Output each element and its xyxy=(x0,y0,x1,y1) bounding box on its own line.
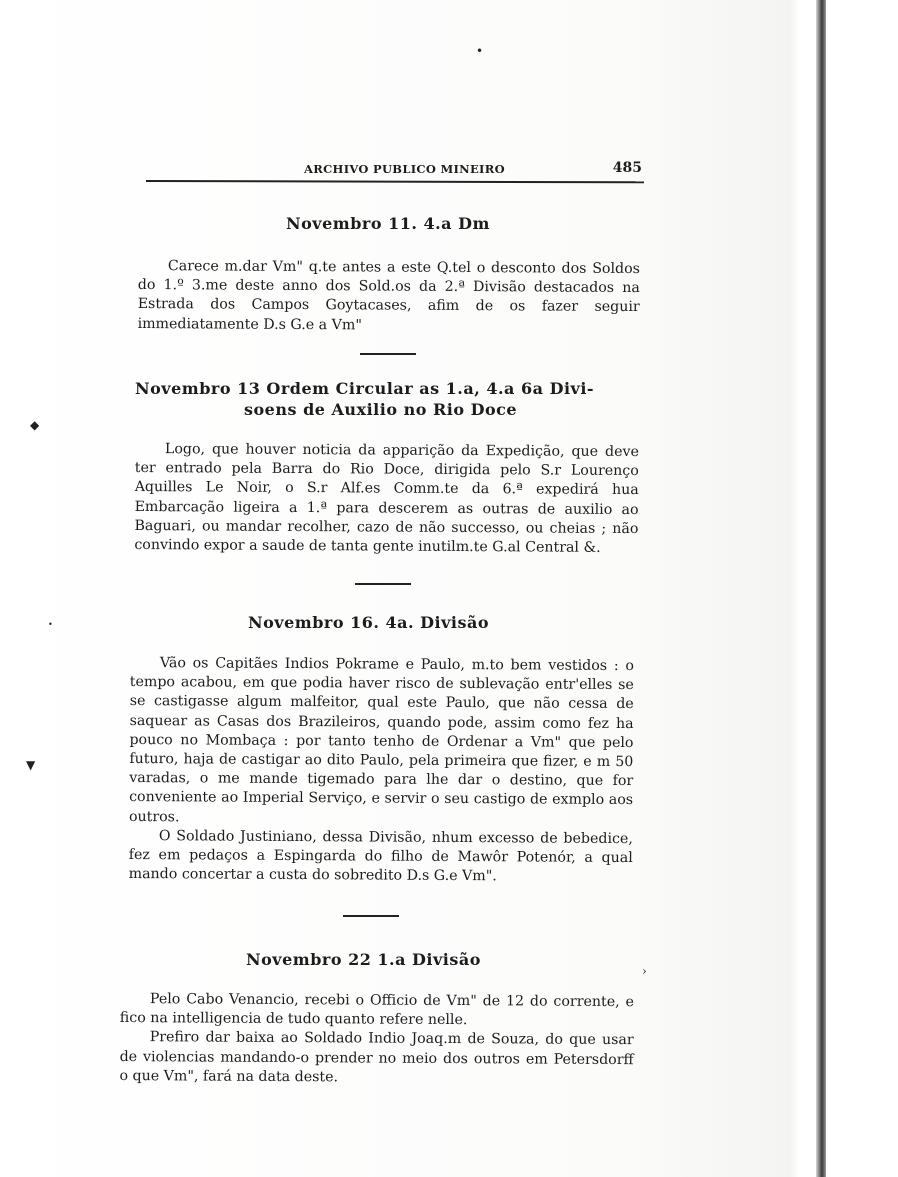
entry-heading-nov-11: Novembro 11. 4.a Dm xyxy=(286,214,490,233)
entry-body-nov-16 xyxy=(129,654,634,888)
entry-body-nov-22 xyxy=(119,990,634,1089)
entry-heading-nov-22: Novembro 22 1.a Divisão xyxy=(246,950,481,969)
entry-body-nov-13 xyxy=(134,440,639,558)
scan-speck: • xyxy=(48,620,53,629)
section-divider xyxy=(360,353,416,355)
paragraph: Vão os Capitães Indios Pokrame e Paulo, m.to bem vestidos : o tempo acabou, em que podia haver risco de sublevação entr'elles se se castigasse algum malfeitor, qual este Paulo, que não cessa de saquear as Casas dos Brazileiros, quando pode, assim como fez ha pouco no Mombaça : por tanto tenho de Ordenar a Vm" que pelo futuro, haja de castigar ao dito Paulo, pela primeira que fizer, e m 50 varadas, o me mande tigemado para lhe dar o destino, que for conveniente ao Imperial Serviço, e servir o seu castigo de exmplo aos outros. xyxy=(128,655,634,825)
section-divider xyxy=(343,915,399,917)
paragraph: O Soldado Justiniano, dessa Divisão, nhum excesso de bebedice, fez em pedaços a Espingarda do filho de Mawôr Potenór, a qual mando concertar a custa do sobredito D.s G.e Vm". xyxy=(128,828,633,885)
entry-heading-nov-13-line2: soens de Auxilio no Rio Doce xyxy=(244,400,518,419)
scan-speck: › xyxy=(642,964,647,978)
paragraph: Prefiro dar baixa ao Soldado Indio Joaq.m de Souza, do que usar de violencias mandando-o prender no meio dos outros em Petersdorff o que Vm", fará na data deste. xyxy=(119,1029,634,1086)
header-title: ARCHIVO PUBLICO MINEIRO xyxy=(304,162,505,176)
running-header xyxy=(146,158,646,182)
book-spine-shadow xyxy=(816,0,826,1177)
entry-heading-nov-13-line1: Novembro 13 Ordem Circular as 1.a, 4.a 6a Divi- xyxy=(135,379,595,398)
scan-speck: ▼ xyxy=(26,758,36,772)
header-rule xyxy=(146,180,644,183)
page-number: 485 xyxy=(612,160,642,176)
entry-heading-nov-16: Novembro 16. 4a. Divisão xyxy=(248,613,489,632)
scan-speck: • xyxy=(476,44,484,58)
paragraph: Pelo Cabo Venancio, recebi o Officio de Vm" de 12 do corrente, e fico na intelligencia de tudo quanto refere nelle. xyxy=(119,991,634,1029)
section-divider xyxy=(355,583,411,585)
page-margin-right xyxy=(826,0,898,1177)
paragraph: Logo, que houver noticia da apparição da Expedição, que deve ter entrado pela Barra do Rio Doce, dirigida pelo S.r Lourenço Aquilles Le Noir, o S.r Alf.es Comm.te da 6.ª expedirá hua Embarcação ligeira a 1.ª para descerem as outras de auxilio ao Baguari, ou mandar recolher, cazo de não successo, ou cheias ; não convindo expor a saude de tanta gente inutilm.te G.al Central &. xyxy=(134,441,639,556)
scan-speck: ◆ xyxy=(30,418,40,432)
paragraph: Carece m.dar Vm" q.te antes a este Q.tel o desconto dos Soldos do 1.º 3.me deste anno dos Sold.os da 2.ª Divisão destacados na Estrada dos Campos Goytacases, afim de os fazer seguir immediatamente D.s G.e a Vm" xyxy=(137,258,640,333)
entry-body-nov-11 xyxy=(138,257,640,337)
